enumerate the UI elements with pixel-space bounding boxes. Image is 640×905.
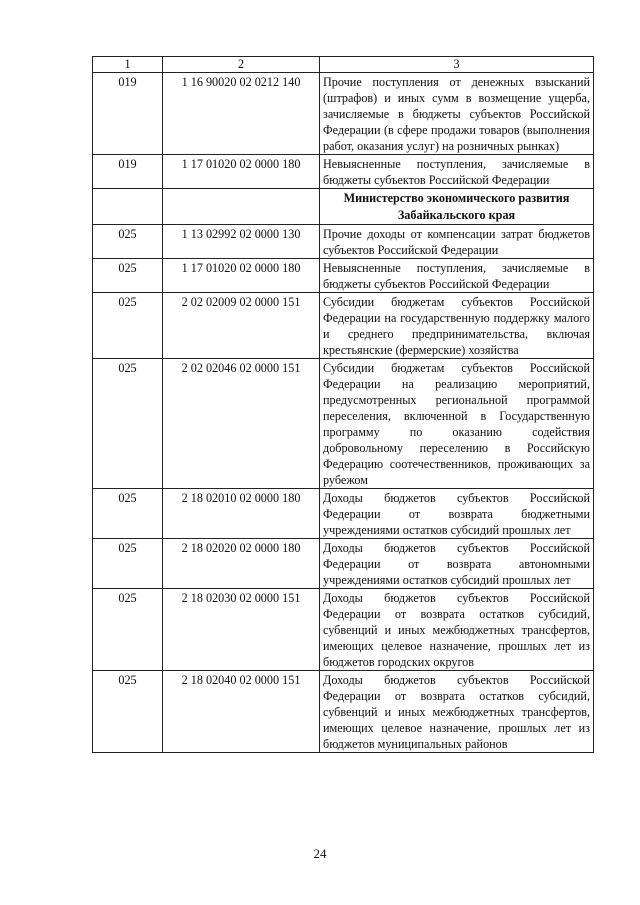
admin-code-cell: 019 bbox=[93, 155, 163, 189]
section-header-row bbox=[93, 189, 594, 225]
revenue-code-cell: 1 16 90020 02 0212 140 bbox=[163, 73, 320, 155]
column-header-1: 1 bbox=[93, 57, 163, 73]
table-header-row bbox=[93, 57, 594, 73]
admin-code-cell: 025 bbox=[93, 225, 163, 259]
description-cell: Субсидии бюджетам субъектов Российской Федерации на реализацию мероприятий, предусмотренных региональной программой переселения, включенной в Государственную программу по оказанию содействия добровольному переселению в Российскую Федерацию соотечественников, проживающих за рубежом bbox=[320, 359, 594, 489]
admin-code-cell: 025 bbox=[93, 589, 163, 671]
description-cell: Прочие поступления от денежных взысканий (штрафов) и иных сумм в возмещение ущерба, зачисляемые в бюджеты субъектов Российской Федерации (в сфере продажи товаров (выполнения работ, оказания услуг) на розничных рынках) bbox=[320, 73, 594, 155]
description-cell: Доходы бюджетов субъектов Российской Федерации от возврата остатков субсидий, субвенций и иных межбюджетных трансфертов, имеющих целевое назначение, прошлых лет из бюджетов городских округов bbox=[320, 589, 594, 671]
revenue-code-cell: 2 18 02030 02 0000 151 bbox=[163, 589, 320, 671]
admin-code-cell: 025 bbox=[93, 671, 163, 753]
column-header-2: 2 bbox=[163, 57, 320, 73]
admin-code-cell: 025 bbox=[93, 489, 163, 539]
table-row bbox=[93, 259, 594, 293]
table-row bbox=[93, 589, 594, 671]
table-row bbox=[93, 359, 594, 489]
revenue-code-cell: 1 17 01020 02 0000 180 bbox=[163, 155, 320, 189]
revenue-code-cell: 2 02 02009 02 0000 151 bbox=[163, 293, 320, 359]
ministry-name-cell: Министерство экономического развития Забайкальского края bbox=[320, 189, 594, 225]
revenue-code-cell: 2 18 02020 02 0000 180 bbox=[163, 539, 320, 589]
description-cell: Невыясненные поступления, зачисляемые в бюджеты субъектов Российской Федерации bbox=[320, 155, 594, 189]
revenue-code-cell: 2 18 02040 02 0000 151 bbox=[163, 671, 320, 753]
document-page bbox=[92, 56, 593, 753]
page-number: 24 bbox=[313, 846, 327, 861]
table-row bbox=[93, 73, 594, 155]
admin-code-cell: 025 bbox=[93, 293, 163, 359]
table-row bbox=[93, 155, 594, 189]
table-row bbox=[93, 671, 594, 753]
revenue-code-cell: 2 18 02010 02 0000 180 bbox=[163, 489, 320, 539]
description-cell: Прочие доходы от компенсации затрат бюджетов субъектов Российской Федерации bbox=[320, 225, 594, 259]
revenue-codes-table bbox=[92, 56, 594, 753]
table-row bbox=[93, 489, 594, 539]
admin-code-cell: 025 bbox=[93, 259, 163, 293]
revenue-code-cell: 1 17 01020 02 0000 180 bbox=[163, 259, 320, 293]
description-cell: Доходы бюджетов субъектов Российской Федерации от возврата остатков субсидий, субвенций и иных межбюджетных трансфертов, имеющих целевое назначение, прошлых лет из бюджетов муниципальных районов bbox=[320, 671, 594, 753]
description-cell: Субсидии бюджетам субъектов Российской Федерации на государственную поддержку малого и среднего предпринимательства, включая крестьянские (фермерские) хозяйства bbox=[320, 293, 594, 359]
column-header-3: 3 bbox=[320, 57, 594, 73]
admin-code-cell: 025 bbox=[93, 359, 163, 489]
table-row bbox=[93, 539, 594, 589]
table-body bbox=[93, 73, 594, 753]
revenue-code-cell bbox=[163, 189, 320, 225]
description-cell: Доходы бюджетов субъектов Российской Федерации от возврата автономными учреждениями остатков субсидий прошлых лет bbox=[320, 539, 594, 589]
admin-code-cell bbox=[93, 189, 163, 225]
revenue-code-cell: 1 13 02992 02 0000 130 bbox=[163, 225, 320, 259]
table-row bbox=[93, 293, 594, 359]
revenue-code-cell: 2 02 02046 02 0000 151 bbox=[163, 359, 320, 489]
admin-code-cell: 019 bbox=[93, 73, 163, 155]
table-row bbox=[93, 225, 594, 259]
description-cell: Доходы бюджетов субъектов Российской Федерации от возврата бюджетными учреждениями остатков субсидий прошлых лет bbox=[320, 489, 594, 539]
admin-code-cell: 025 bbox=[93, 539, 163, 589]
description-cell: Невыясненные поступления, зачисляемые в бюджеты субъектов Российской Федерации bbox=[320, 259, 594, 293]
